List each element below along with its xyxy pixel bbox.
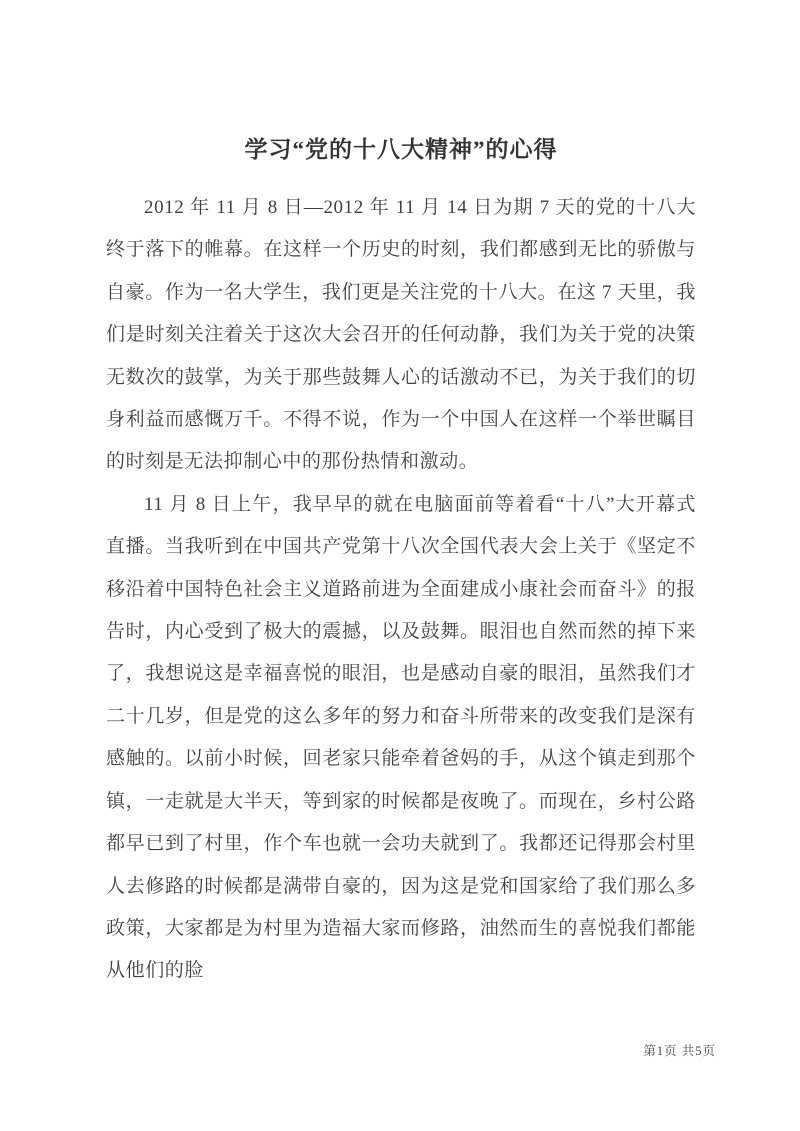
document-title: 学习“党的十八大精神”的心得 [244, 137, 558, 162]
document-body [106, 187, 696, 993]
paragraph-1: 2012 年 11 月 8 日—2012 年 11 月 14 日为期 7 天的党的十八大终于落下的帷幕。在这样一个历史的时刻，我们都感到无比的骄傲与自豪。作为一名大学生，我们更是关注党的十八大。在这 7 天里，我们是时刻关注着关于这次大会召开的任何动静，我们为关于党的决策无数次的鼓掌，为关于那些鼓舞人心的话激动不已，为关于我们的切身利益而感慨万千。不得不说，作为一个中国人在这样一个举世瞩目的时刻是无法抑制心中的那份热情和激动。 [106, 197, 696, 473]
paragraph-2: 11 月 8 日上午，我早早的就在电脑面前等着看“十八”大开幕式直播。当我听到在中国共产党第十八次全国代表大会上关于《坚定不移沿着中国特色社会主义道路前进为全面建成小康社会而奋斗》的报告时，内心受到了极大的震撼，以及鼓舞。眼泪也自然而然的掉下来了，我想说这是幸福喜悦的眼泪，也是感动自豪的眼泪，虽然我们才二十几岁，但是党的这么多年的努力和奋斗所带来的改变我们是深有感触的。以前小时候，回老家只能牵着爸妈的手，从这个镇走到那个镇，一走就是大半天，等到家的时候都是夜晚了。而现在，乡村公路都早已到了村里，作个车也就一会功夫就到了。我都还记得那会村里人去修路的时候都是满带自豪的，因为这是党和国家给了我们那么多政策，大家都是为村里为造福大家而修路，油然而生的喜悦我们都能从他们的脸 [106, 493, 696, 982]
page-number-footer: 第1页 共5页 [643, 1044, 716, 1058]
